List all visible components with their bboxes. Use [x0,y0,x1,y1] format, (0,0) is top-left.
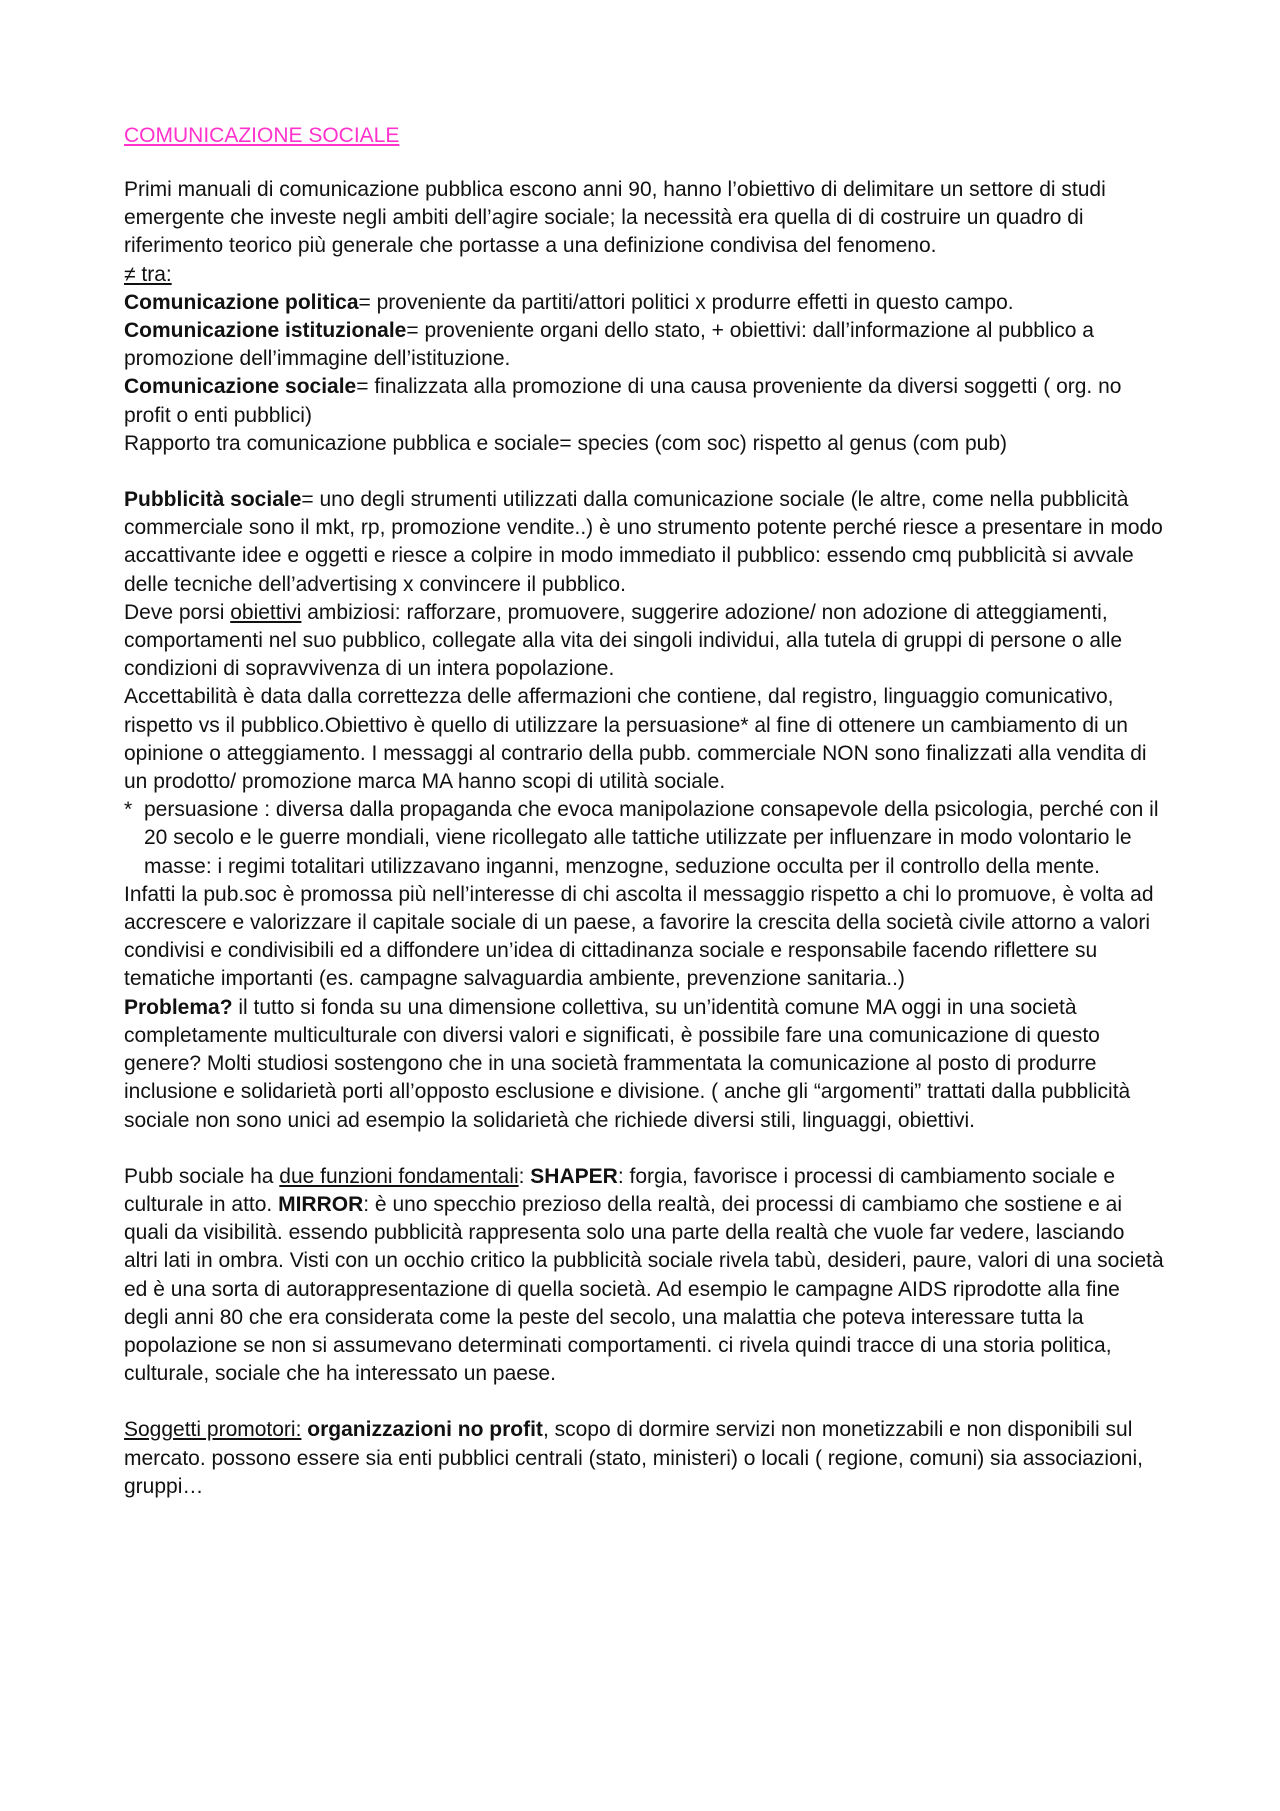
text-politica: = proveniente da partiti/attori politici x produrre effetti in questo campo. [358,290,1014,314]
funzioni-paragraph [124,1163,1164,1389]
text-problema: il tutto si fonda su una dimensione collettiva, su un’identità comune MA oggi in una società completamente multiculturale con diversi valori e significati, è possibile fare una comunicazione di questo genere? Molti studiosi sostengono che in una società frammentata la comunicazione al posto di produrre inclusione e solidarietà porti all’opposto esclusione e divisione. ( anche gli “argomenti” trattati dalla pubblicità sociale non sono unici ad esempio la solidarietà che richiede diversi stili, linguaggi, obiettivi. [124,995,1131,1132]
funzioni-colon: : [518,1164,531,1188]
text-soggetti: , scopo di dormire servizi non monetizzabili e non disponibili sul mercato. possono essere sia enti pubblici centrali (stato, ministeri) o locali ( regione, comuni) sia associazioni, gruppi… [124,1418,1143,1498]
term-problema: Problema? [124,995,233,1019]
pubblicita-definition [124,486,1164,599]
obiettivi-pre: Deve porsi [124,600,231,624]
spacer [124,1388,1164,1416]
footnote-mark: * [124,798,133,822]
term-shaper: SHAPER [530,1164,618,1188]
term-pubblicita: Pubblicità sociale [124,488,302,512]
definition-politica [124,289,1164,317]
document-page [124,122,1164,1501]
definition-sociale [124,373,1164,429]
term-sociale: Comunicazione sociale [124,375,357,399]
term-politica: Comunicazione politica [124,290,359,314]
accettabilita-paragraph: Accettabilità è data dalla correttezza delle affermazioni che contiene, dal registro, linguaggio comunicativo, rispetto vs il pubblico.Obiettivo è quello di utilizzare la persuasione* al fine di ottenere un cambiamento di un opinione o atteggiamento. I messaggi al contrario della pubb. commerciale NON sono finalizzati alla vendita di un prodotto/ promozione marca MA hanno scopi di utilità sociale. [124,685,1147,794]
obiettivi-paragraph [124,599,1164,684]
soggetti-paragraph [124,1416,1164,1501]
spacer [124,1135,1164,1163]
term-istituzionale: Comunicazione istituzionale [124,319,407,343]
definition-istituzionale [124,317,1164,373]
spacer [124,458,1164,486]
funzioni-underlined: due funzioni fondamentali [279,1164,519,1188]
difference-label [124,261,1164,289]
funzioni-pre: Pubb sociale ha [124,1164,280,1188]
text-sociale: = finalizzata alla promozione di una causa proveniente da diversi soggetti ( org. no profit o enti pubblici) [124,375,1122,427]
difference-label-text: ≠ tra: [124,262,172,286]
document-title: COMUNICAZIONE SOCIALE [124,124,400,147]
persuasione-footnote [124,796,1164,881]
text-istituzionale: = proveniente organi dello stato, + obiettivi: dall’informazione al pubblico a promozione dell’immagine dell’istituzione. [124,319,1094,371]
soggetti-underlined: Soggetti promotori: [124,1418,302,1442]
footnote-text: persuasione : diversa dalla propaganda che evoca manipolazione consapevole della psicologia, perché con il 20 secolo e le guerre mondiali, viene ricollegato alle tattiche utilizzate per influenzare in modo volontario le masse: i regimi totalitari utilizzavano inganni, menzogne, seduzione occulta per il controllo della mente. [144,798,1159,878]
obiettivi-post: ambiziosi: rafforzare, promuovere, suggerire adozione/ non adozione di atteggiamenti, comportamenti nel suo pubblico, collegate alla vita dei singoli individui, alla tutela di gruppi di persone o alle condizioni di sopravvivenza di un intera popolazione. [124,600,1123,681]
infatti-paragraph: Infatti la pub.soc è promossa più nell’interesse di chi ascolta il messaggio rispetto a chi lo promuove, è volta ad accrescere e valorizzare il capitale sociale di un paese, a favorire la crescita della società civile attorno a valori condivisi e condivisibili ed a diffondere un’idea di cittadinanza sociale e responsabile facendo riflettere su tematiche importanti (es. campagne salvaguardia ambiente, prevenzione sanitaria..) [124,882,1154,991]
text-pubblicita: = uno degli strumenti utilizzati dalla comunicazione sociale (le altre, come nella pubblicità commerciale sono il mkt, rp, promozione vendite..) è uno strumento potente perché riesce a presentare in modo accattivante idee e oggetti e riesce a colpire in modo immediato il pubblico: essendo cmq pubblicità si avvale delle tecniche dell’advertising x convincere il pubblico. [124,488,1163,596]
problema-paragraph [124,994,1164,1135]
intro-paragraph: Primi manuali di comunicazione pubblica escono anni 90, hanno l’obiettivo di delimitare un settore di studi emergente che investe negli ambiti dell’agire sociale; la necessità era quella di di costruire un quadro di riferimento teorico più generale che portasse a una definizione condivisa del fenomeno. [124,178,1106,258]
text-shaper: : forgia, favorisce i processi di cambiamento sociale e culturale in atto. [124,1164,1116,1216]
rapporto-paragraph: Rapporto tra comunicazione pubblica e sociale= species (com soc) rispetto al genus (com pub) [124,431,1008,455]
text-mirror: : è uno specchio prezioso della realtà, dei processi di cambiamo che sostiene e ai quali da visibilità. essendo pubblicità rappresenta solo una parte della realtà che vuole far vedere, lasciando altri lati in ombra. Visti con un occhio critico la pubblicità sociale rivela tabù, desideri, paure, valori di una società ed è una sorta di autorappresentazione di quella società. Ad esempio le campagne AIDS riprodotte alla fine degli anni 80 che era considerata come la peste del secolo, una malattia che poteva interessare tutta la popolazione se non si assumevano determinati comportamenti. ci rivela quindi tracce di una storia politica, culturale, sociale che ha interessato un paese. [124,1192,1164,1386]
term-mirror: MIRROR [278,1192,364,1216]
obiettivi-underlined: obiettivi [230,600,302,624]
term-no-profit: organizzazioni no profit [307,1418,543,1442]
